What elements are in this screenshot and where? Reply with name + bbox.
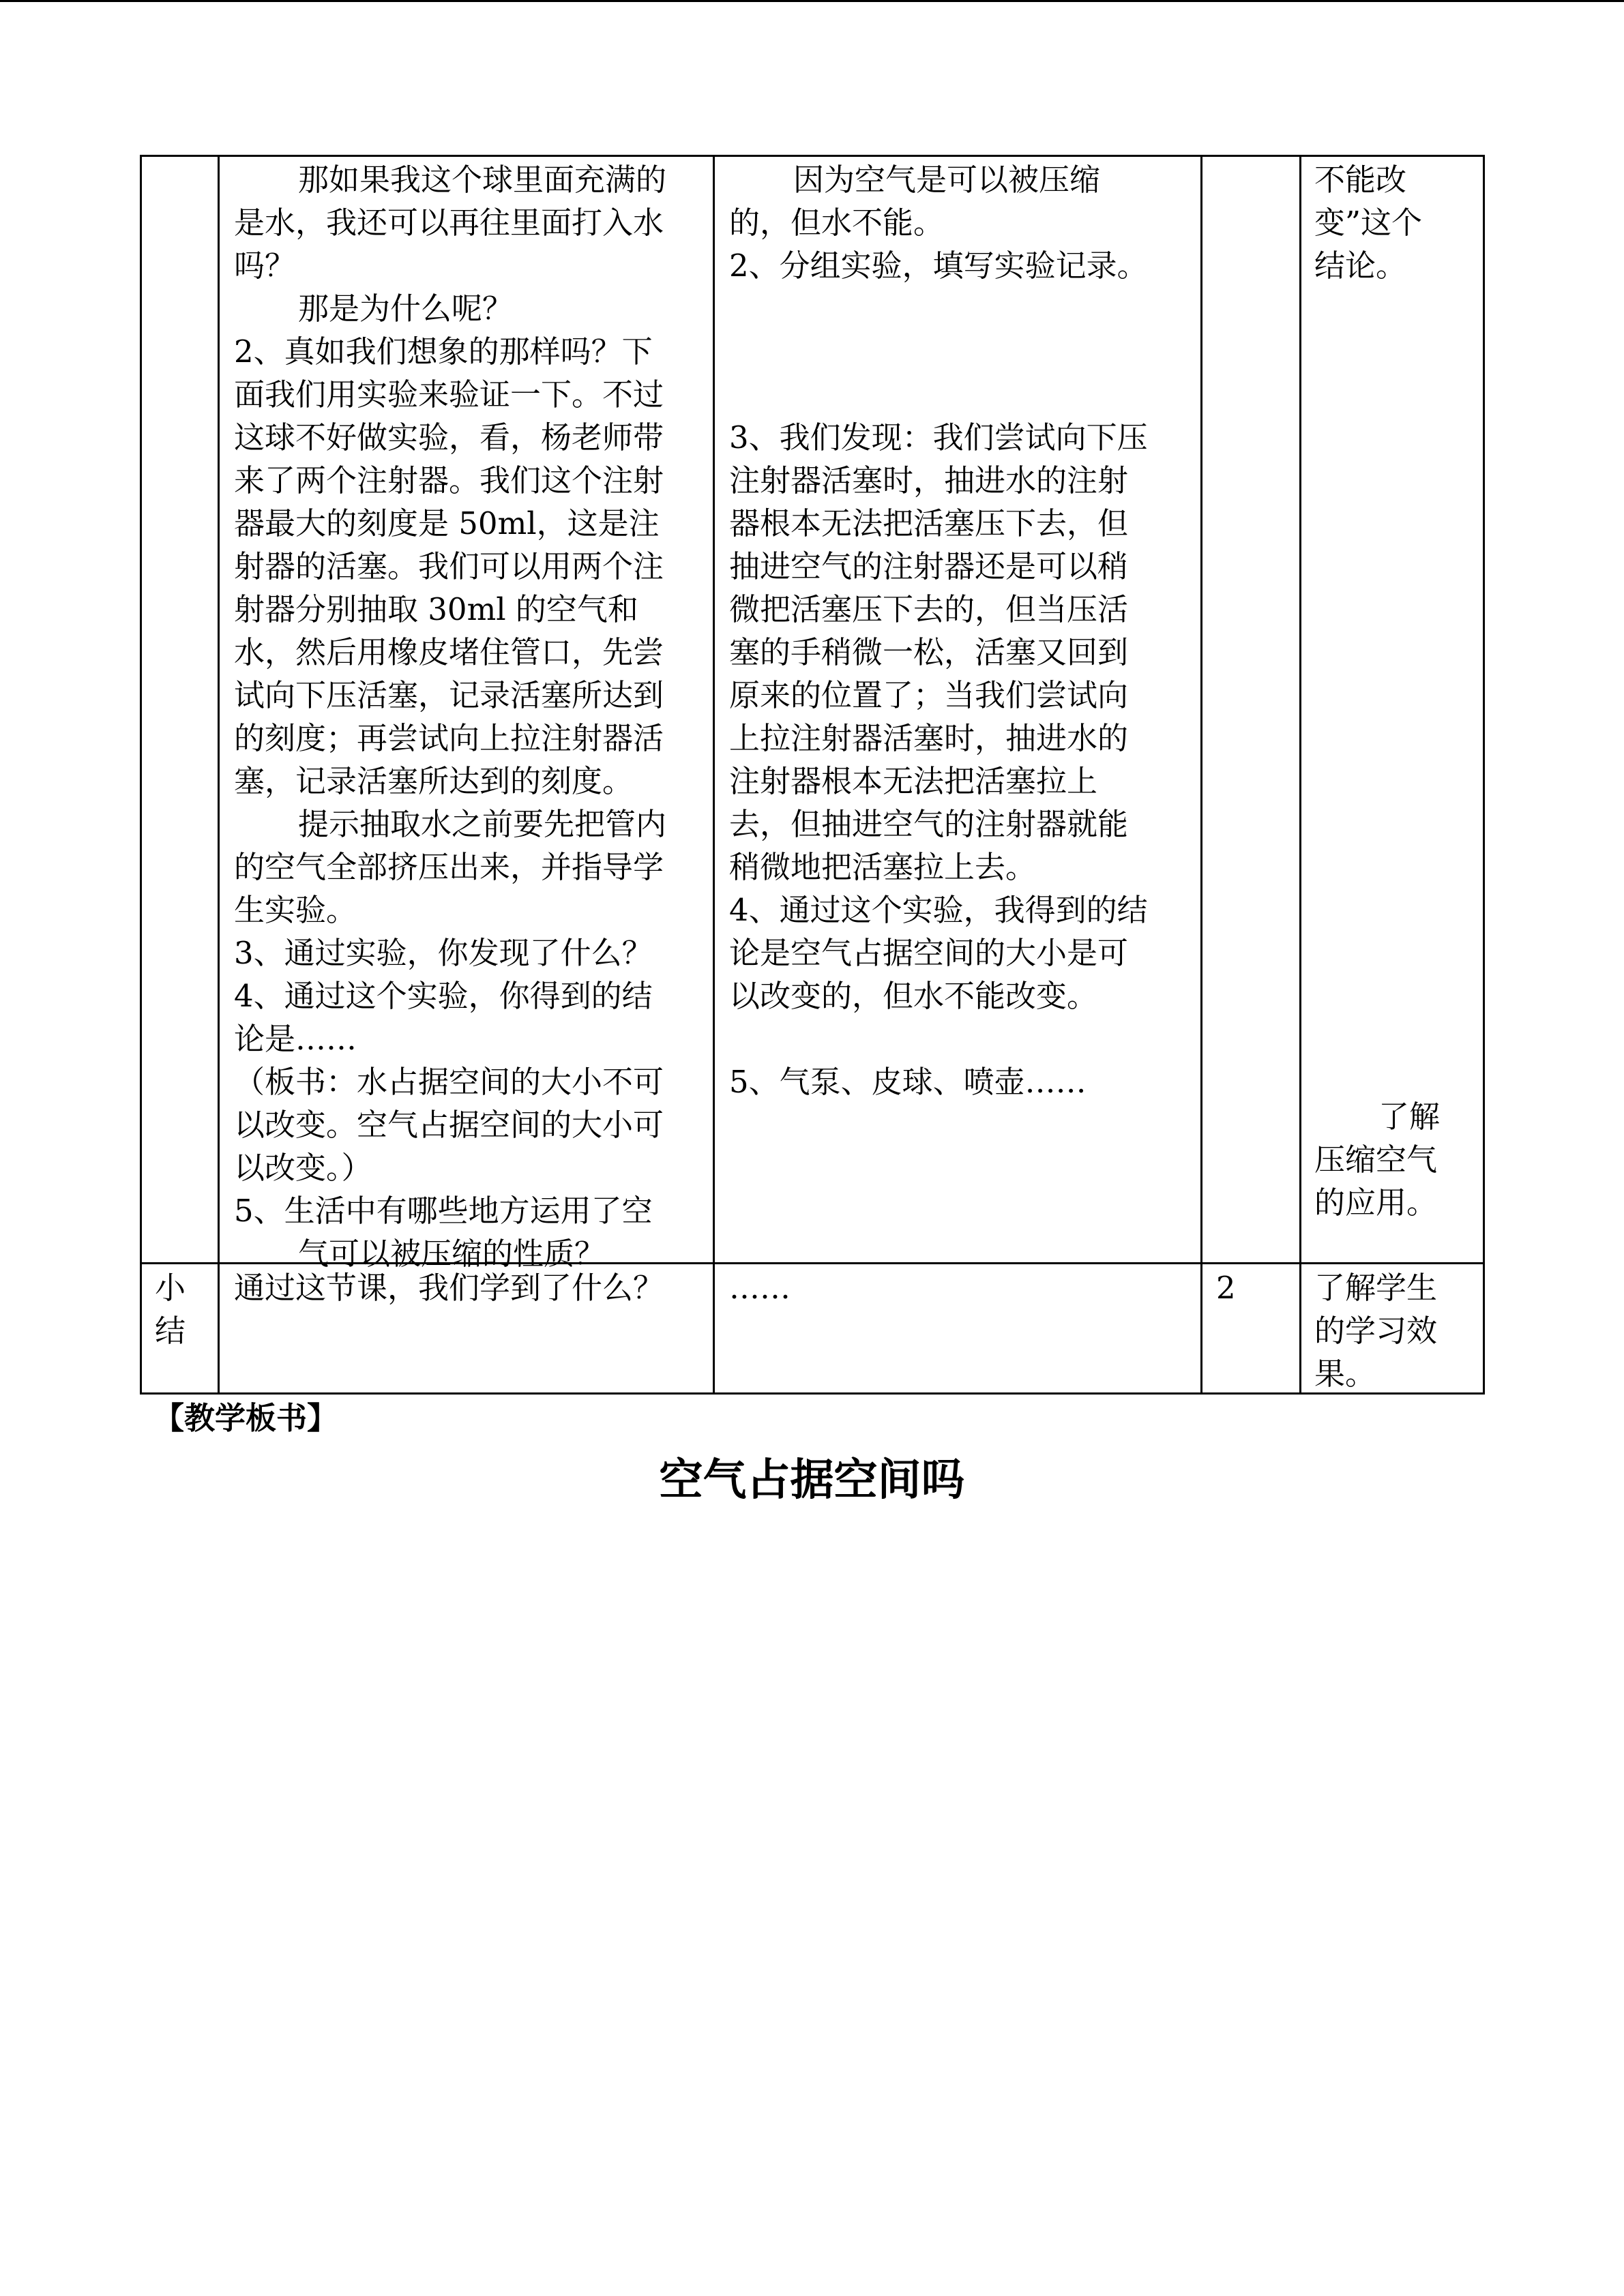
text-line: 抽进空气的注射器还是可以稍 <box>729 548 1129 584</box>
text-line: 注射器根本无法把活塞拉上 <box>729 763 1098 799</box>
blank-line <box>729 287 1200 330</box>
text-line: 的，但水不能。 <box>729 205 945 241</box>
text-line: 不能改 <box>1314 162 1407 198</box>
board-section-label: 【教学板书】 <box>153 1400 338 1436</box>
text-line: 4、通过这个实验，你得到的结 <box>234 978 653 1014</box>
blank-line <box>729 373 1200 416</box>
table-top-border <box>140 155 1485 157</box>
text-line: 水，然后用橡皮堵住管口，先尝 <box>234 634 664 670</box>
text-line: 以改变。空气占据空间的大小可 <box>234 1107 664 1143</box>
text-line: 2、分组实验，填写实验记录。 <box>729 248 1148 284</box>
text-line: 射器的活塞。我们可以用两个注 <box>234 548 664 584</box>
text-line: 微把活塞压下去的，但当压活 <box>729 591 1129 627</box>
text-line: …… <box>729 1270 791 1306</box>
text-line: 4、通过这个实验，我得到的结 <box>729 892 1148 928</box>
text-line: 面我们用实验来验证一下。不过 <box>234 376 664 413</box>
text-line: 通过这节课，我们学到了什么？ <box>234 1270 664 1306</box>
blank-line <box>729 330 1200 373</box>
column-border <box>1483 155 1485 1395</box>
teacher-activity-cell <box>234 158 711 1275</box>
text-line: 论是空气占据空间的大小是可 <box>729 935 1129 971</box>
teacher-activity-cell <box>234 1266 711 1309</box>
text-line: 注射器活塞时，抽进水的注射 <box>729 462 1129 498</box>
column-border <box>1200 155 1202 1395</box>
text-line: 稍微地把活塞拉上去。 <box>729 849 1037 885</box>
text-line: 3、我们发现：我们尝试向下压 <box>729 419 1148 456</box>
text-line: 2 <box>1216 1270 1236 1306</box>
design-intent-cell-lower <box>1314 1095 1481 1224</box>
text-line: 了解学生 <box>1314 1270 1438 1306</box>
column-border <box>1299 155 1301 1395</box>
text-line: 是水，我还可以再往里面打入水 <box>234 205 664 241</box>
column-border <box>713 155 715 1395</box>
text-line: 论是…… <box>234 1021 357 1057</box>
text-line: 气可以被压缩的性质？ <box>298 1236 606 1272</box>
text-line: 这球不好做实验，看，杨老师带 <box>234 419 664 456</box>
text-line: 小 <box>155 1270 186 1306</box>
text-line: 了解 <box>1378 1099 1441 1135</box>
text-line: 因为空气是可以被压缩 <box>793 162 1101 198</box>
text-line: 以改变。） <box>234 1150 372 1186</box>
text-line: 塞的手稍微一松，活塞又回到 <box>729 634 1129 670</box>
text-line: 塞，记录活塞所达到的刻度。 <box>234 763 634 799</box>
blank-line <box>729 1017 1200 1060</box>
board-title: 空气占据空间吗 <box>659 1455 965 1506</box>
text-line: 果。 <box>1314 1356 1376 1392</box>
text-line: 的应用。 <box>1314 1184 1438 1221</box>
text-line: 去，但抽进空气的注射器就能 <box>729 806 1129 842</box>
text-line: 压缩空气 <box>1314 1142 1438 1178</box>
lesson-plan-table <box>140 155 1485 1395</box>
table-bottom-border <box>140 1392 1485 1395</box>
text-line: 的学习效 <box>1314 1313 1438 1349</box>
text-line: 器最大的刻度是 50ml，这是注 <box>234 505 660 541</box>
text-line: （板书：水占据空间的大小不可 <box>234 1064 664 1100</box>
text-line: 原来的位置了；当我们尝试向 <box>729 677 1129 713</box>
text-line: 试向下压活塞，记录活塞所达到 <box>234 677 664 713</box>
text-line: 生实验。 <box>234 892 357 928</box>
student-activity-cell <box>729 158 1200 1103</box>
text-line: 来了两个注射器。我们这个注射 <box>234 462 664 498</box>
text-line: 那是为什么呢？ <box>298 290 514 327</box>
text-line: 结 <box>155 1313 186 1349</box>
text-line: 的刻度；再尝试向上拉注射器活 <box>234 720 664 756</box>
text-line: 5、气泵、皮球、喷壶…… <box>729 1064 1087 1100</box>
text-line: 吗？ <box>234 248 296 284</box>
text-line: 那如果我这个球里面充满的 <box>298 162 667 198</box>
text-line: 器根本无法把活塞压下去，但 <box>729 505 1129 541</box>
column-border <box>140 155 142 1395</box>
text-line: 上拉注射器活塞时，抽进水的 <box>729 720 1129 756</box>
text-line: 变”这个 <box>1314 205 1423 241</box>
design-intent-cell <box>1314 1266 1481 1395</box>
student-activity-cell <box>729 1266 1200 1309</box>
text-line: 射器分别抽取 30ml 的空气和 <box>234 591 638 627</box>
page-top-border <box>0 0 1624 2</box>
stage-cell <box>155 1266 216 1352</box>
text-line: 的空气全部挤压出来，并指导学 <box>234 849 664 885</box>
time-cell <box>1216 1266 1298 1309</box>
text-line: 提示抽取水之前要先把管内 <box>298 806 667 842</box>
text-line: 3、通过实验，你发现了什么？ <box>234 935 653 971</box>
column-border <box>218 155 220 1395</box>
text-line: 5、生活中有哪些地方运用了空 <box>234 1193 653 1229</box>
text-line: 以改变的，但水不能改变。 <box>729 978 1098 1014</box>
text-line: 2、真如我们想象的那样吗？下 <box>234 333 653 370</box>
text-line: 结论。 <box>1314 248 1407 284</box>
design-intent-cell <box>1314 158 1481 287</box>
